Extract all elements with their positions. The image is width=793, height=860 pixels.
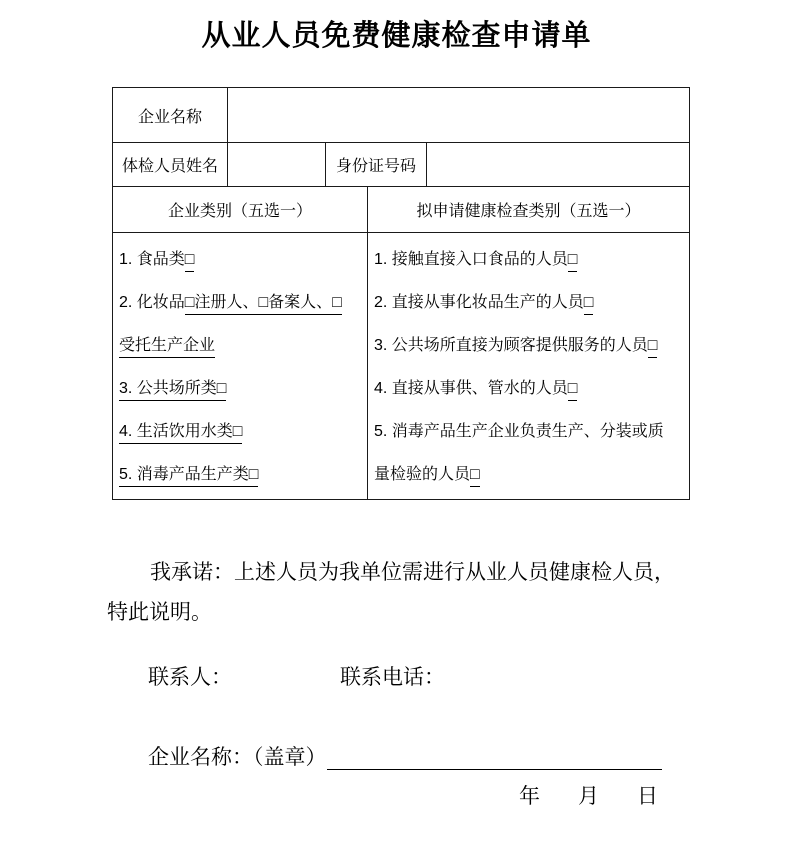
list-item [374, 238, 683, 281]
checkbox-square[interactable]: □ [568, 380, 578, 401]
person-name-value-cell[interactable] [227, 143, 325, 186]
list-item [374, 453, 683, 496]
list-item-text: 2. 化妆品 [119, 294, 185, 311]
category-list-row [113, 232, 689, 499]
list-item-text: 5. 消毒产品生产企业负责生产、分装或质 [374, 423, 664, 440]
check-category-list [367, 233, 689, 499]
id-number-label: 身份证号码 [325, 143, 426, 186]
checkbox-option[interactable]: 4. 生活饮用水类□ [119, 423, 242, 444]
company-seal-row [148, 744, 793, 770]
company-name-label: 企业名称 [137, 108, 202, 126]
declaration-line-2: 特此说明。 [107, 600, 212, 624]
company-name-row [113, 88, 689, 142]
list-item-text: 1. 食品类 [119, 251, 185, 268]
list-item [374, 410, 683, 453]
signature-line[interactable] [327, 747, 662, 770]
id-number-value-cell[interactable] [426, 143, 689, 186]
contact-phone-label: 联系电话： [340, 665, 445, 689]
contact-person-label: 联系人： [148, 665, 232, 689]
list-item [119, 367, 361, 410]
check-category-header: 拟申请健康检查类别（五选一） [367, 187, 689, 232]
date-row [519, 784, 658, 808]
checkbox-square[interactable]: □ [584, 294, 594, 315]
health-form-table [112, 87, 690, 500]
person-name-label: 体检人员姓名 [121, 158, 218, 175]
checkbox-square[interactable]: □ [185, 251, 195, 272]
checkbox-square[interactable]: □ [648, 337, 658, 358]
list-item [119, 453, 361, 496]
date-day-label: 日 [637, 784, 658, 808]
list-item-text: 3. 公共场所直接为顾客提供服务的人员 [374, 337, 648, 354]
person-id-row [113, 142, 689, 186]
list-item-text: 2. 直接从事化妆品生产的人员 [374, 294, 584, 311]
list-item [119, 281, 361, 324]
declaration-paragraph [107, 552, 717, 632]
list-item [374, 367, 683, 410]
underlined-text: 受托生产企业 [119, 337, 215, 358]
list-item-text: 4. 直接从事供、管水的人员 [374, 380, 568, 397]
company-name-value-cell[interactable] [227, 88, 689, 142]
checkbox-option[interactable]: 5. 消毒产品生产类□ [119, 466, 258, 487]
checkbox-square[interactable]: □ [568, 251, 578, 272]
list-item [119, 410, 361, 453]
list-item-text: 量检验的人员 [374, 466, 471, 483]
date-year-label: 年 [519, 784, 540, 808]
declaration-line-1: 我承诺：上述人员为我单位需进行从业人员健康检人员， [150, 560, 675, 584]
list-item [119, 238, 361, 281]
list-item [374, 324, 683, 367]
enterprise-category-header: 企业类别（五选一） [167, 203, 312, 220]
company-seal-label: 企业名称：（盖章） [148, 745, 327, 769]
list-item-text: 1. 接触直接入口食品的人员 [374, 251, 568, 268]
list-item [119, 324, 361, 367]
list-item [374, 281, 683, 324]
checkbox-square[interactable]: □ [470, 466, 480, 487]
checkbox-options[interactable]: □注册人、□备案人、□ [185, 294, 342, 315]
checkbox-option[interactable]: 3. 公共场所类□ [119, 380, 226, 401]
date-month-label: 月 [578, 784, 599, 808]
contact-row [148, 665, 793, 689]
enterprise-category-list [113, 233, 367, 499]
category-header-row [113, 186, 689, 232]
page-title: 从业人员免费健康检查申请单 [201, 20, 592, 52]
